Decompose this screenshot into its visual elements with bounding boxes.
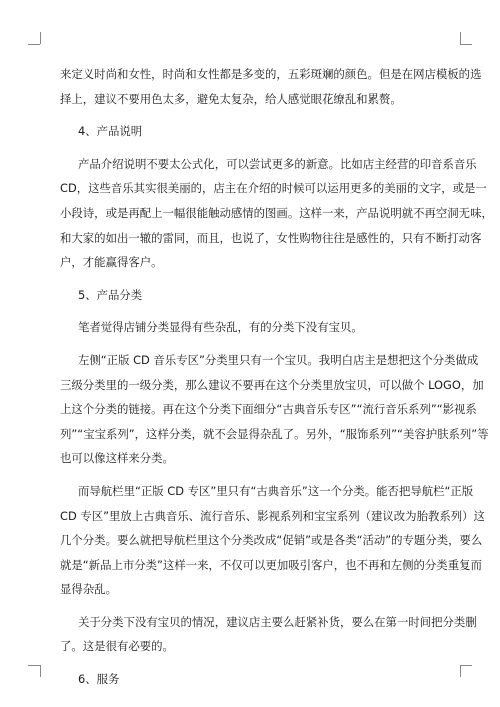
- text-line: 也可以像这样来分类。: [60, 451, 174, 466]
- text-line: 和大家的如出一辙的雷同，而且，也说了，女性购物往往是感性的，只有不断打动客: [60, 230, 482, 245]
- text-line: 几个分类。要么就把导航栏里这个分类改成“促销”或是各类“活动”的专题分类，要么: [60, 533, 483, 548]
- document-body: [60, 62, 493, 692]
- text-line: 产品介绍说明不要太公式化，可以尝试更多的新意。比如店主经营的印音系音乐: [78, 156, 477, 171]
- section-heading-product-description: 4、产品说明: [78, 124, 143, 139]
- paragraph-color-advice: [60, 62, 482, 111]
- text-line: CD，这些音乐其实很美丽的，店主在介绍的时候可以运用更多的美丽的文字，或是一: [60, 181, 487, 196]
- text-line: 来定义时尚和女性，时尚和女性都是多变的，五彩斑斓的颜色。但是在网店模板的选: [60, 67, 482, 81]
- paragraph-product-description: [60, 152, 493, 275]
- text-line: CD 专区”里放上古典音乐、流行音乐、影视系列和宝宝系列（建议改为胎教系列）这: [60, 508, 485, 523]
- text-line: 户，才能赢得客户。: [60, 255, 163, 270]
- section-heading-service: 6、服务: [78, 672, 120, 687]
- text-line: 择上，建议不要用色太多，避免太复杂，给人感觉眼花缭乱和累赘。: [60, 91, 402, 106]
- text-line: 列”“宝宝系列”，这样分类，就不会显得杂乱了。另外，“服饰系列”“美容护肤系列”等: [60, 426, 489, 441]
- text-line: 关于分类下没有宝贝的情况，建议店主要么赶紧补货，要么在第一时间把分类删: [78, 614, 477, 629]
- text-line: 三级分类里的一级分类，那么建议不要再在这个分类里放宝贝，可以做个 LOGO，加: [60, 377, 484, 392]
- paragraph-navigation-bar: [60, 479, 485, 602]
- text-line: 了。这是很有必要的。: [60, 639, 174, 654]
- text-line: 显得杂乱。: [60, 582, 117, 597]
- text-line: 左侧“正版 CD 音乐专区”分类里只有一个宝贝。我明白店主是想把这个分类做成: [78, 352, 479, 367]
- paragraph-left-side-category: [60, 348, 489, 471]
- paragraph-empty-categories: [60, 610, 477, 659]
- paragraph-category-intro: [60, 315, 445, 340]
- text-line: 就是“新品上市分类”这样一来，不仅可以更加吸引客户，也不再和左侧的分类重复而: [60, 557, 482, 572]
- text-line: 上这个分类的链接。再在这个分类下面细分“古典音乐专区”“流行音乐系列”“影视系: [60, 402, 477, 417]
- text-line: 小段诗，或是再配上一幅很能触动感情的图画。这样一来，产品说明就不再空洞无味，: [60, 205, 493, 220]
- section-heading-product-categories: 5、产品分类: [78, 287, 143, 302]
- text-line: 而导航栏里“正版 CD 专区”里只有“古典音乐”这一个分类。能否把导航栏“正版: [78, 483, 474, 498]
- text-line: 笔者觉得店铺分类显得有些杂乱，有的分类下没有宝贝。: [78, 320, 363, 335]
